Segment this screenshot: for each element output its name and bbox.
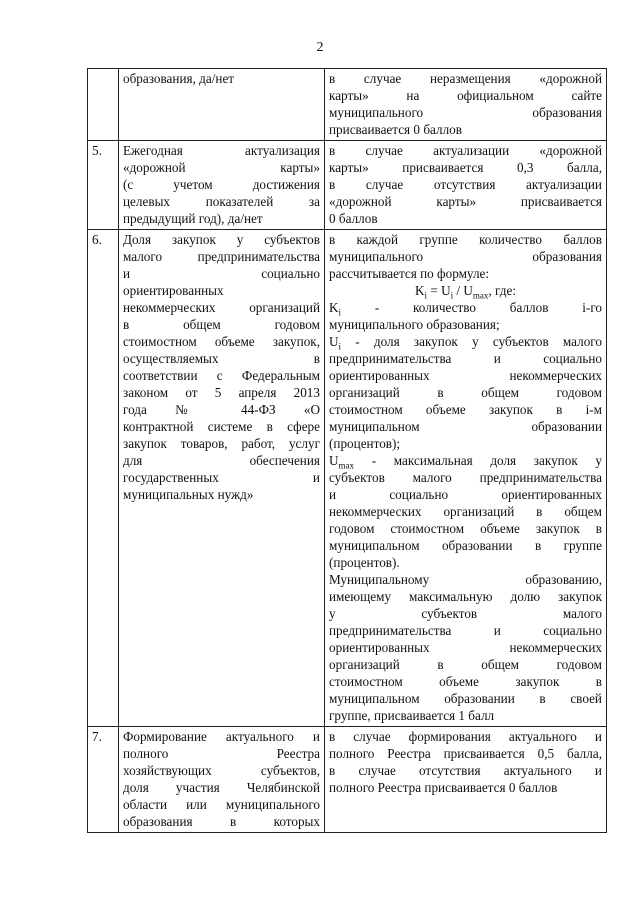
page-number: 2 [316,40,324,55]
umax-definition: $U_{max}$ - максимальная доля закупок у [329,453,602,471]
criterion-line: (с учетом достижения [123,177,320,192]
method-line: ориентированных некоммерческих [329,640,602,655]
row-number: 7. [88,727,119,833]
method-line: «дорожной карты» присваивается [329,194,602,209]
method-cell [325,230,607,727]
table-row [88,141,607,230]
method-line: в случае отсутствия актуального и [329,763,602,778]
method-line: муниципального образования [329,249,602,264]
method-line: в случае отсутствия актуализации [329,177,602,192]
criterion-line: «дорожной карты» [123,160,320,175]
criterion-line: хозяйствующих субъектов, [123,763,320,778]
criterion-line: стоимостном объеме закупок, [123,334,320,349]
method-line: (процентов). [329,555,400,570]
criterion-line: полного Реестра [123,746,320,761]
criterion-line: малого предпринимательства [123,249,320,264]
table-row [88,230,607,727]
row-number: 6. [88,230,119,727]
row-number: 5. [88,141,119,230]
criterion-line: ориентированных [123,283,224,298]
table-row [88,69,607,141]
criterion-line: целевых показателей за [123,194,320,209]
method-line: предпринимательства и социально [329,623,602,638]
method-line: карты» на официальном сайте [329,88,602,103]
criterion-line: государственных и [123,470,320,485]
criterion-cell [119,69,325,141]
method-cell [325,69,607,141]
method-line: Муниципальному образованию, [329,572,602,587]
criterion-line: для обеспечения [123,453,320,468]
criterion-cell [119,141,325,230]
method-line: присваивается 0 баллов [329,122,462,137]
criteria-table [87,68,607,833]
criterion-line: законом от 5 апреля 2013 [123,385,320,400]
row-number [88,69,119,141]
method-line: стоимостном объеме закупок в i-м [329,402,602,417]
method-line: (процентов); [329,436,401,451]
criterion-line: образования, да/нет [123,71,235,86]
method-line: у субъектов малого [329,606,602,621]
method-line: субъектов малого предпринимательства [329,470,602,485]
criterion-line: предыдущий год), да/нет [123,211,263,226]
criterion-cell [119,727,325,833]
criterion-line: доля участия Челябинской [123,780,320,795]
k-definition: $K_i$ - количество баллов i-го [329,300,602,318]
method-line: рассчитывается по формуле: [329,266,490,281]
method-line: организаций в общем годовом [329,385,602,400]
table-row [88,727,607,833]
criterion-line: года № 44-ФЗ «О [123,402,320,417]
method-line: и социально ориентированных [329,487,602,502]
method-line: полного Реестра присваивается 0,5 балла, [329,746,602,761]
method-line: муниципальном образовании в группе [329,538,602,553]
method-line: организаций в общем годовом [329,657,602,672]
method-line: в случае формирования актуального и [329,729,602,744]
method-line: годовом стоимостном объеме закупок в [329,521,602,536]
criterion-line: образования в которых [123,814,320,829]
method-line: муниципальном образовании [329,419,602,434]
criterion-line: в общем годовом [123,317,320,332]
method-line: имеющему максимальную долю закупок [329,589,602,604]
method-line: муниципального образования; [329,317,500,332]
criterion-line: области или муниципального [123,797,320,812]
method-line: ориентированных некоммерческих [329,368,602,383]
criterion-line: некоммерческих организаций [123,300,320,315]
method-line: карты» присваивается 0,3 балла, [329,160,602,175]
method-line: в случае неразмещения «дорожной [329,71,602,86]
u-definition: $U_i$ - доля закупок у субъектов малого [329,334,602,352]
method-line: в каждой группе количество баллов [329,232,602,247]
method-line: полного Реестра присваивается 0 баллов [329,780,558,795]
criterion-line: осуществляемых в [123,351,320,366]
method-line: в случае актуализации «дорожной [329,143,602,158]
method-line: муниципального образования [329,105,602,120]
method-cell [325,727,607,833]
criterion-line: соответствии с Федеральным [123,368,320,383]
method-line: муниципальном образовании в своей [329,691,602,706]
formula: $K_i = U_i / U_{max}$, где: [415,283,516,301]
method-line: предпринимательства и социально [329,351,602,366]
criterion-cell [119,230,325,727]
criterion-line: муниципальных нужд» [123,487,254,502]
criterion-line: закупок товаров, работ, услуг [123,436,320,451]
method-line: группе, присваивается 1 балл [329,708,495,723]
method-line: некоммерческих организаций в общем [329,504,602,519]
method-line: 0 баллов [329,211,378,226]
criterion-line: Доля закупок у субъектов [123,232,320,247]
method-cell [325,141,607,230]
criterion-line: Формирование актуального и [123,729,320,744]
criterion-line: Ежегодная актуализация [123,143,320,158]
criterion-line: и социально [123,266,320,281]
criterion-line: контрактной системе в сфере [123,419,320,434]
method-line: стоимостном объеме закупок в [329,674,602,689]
